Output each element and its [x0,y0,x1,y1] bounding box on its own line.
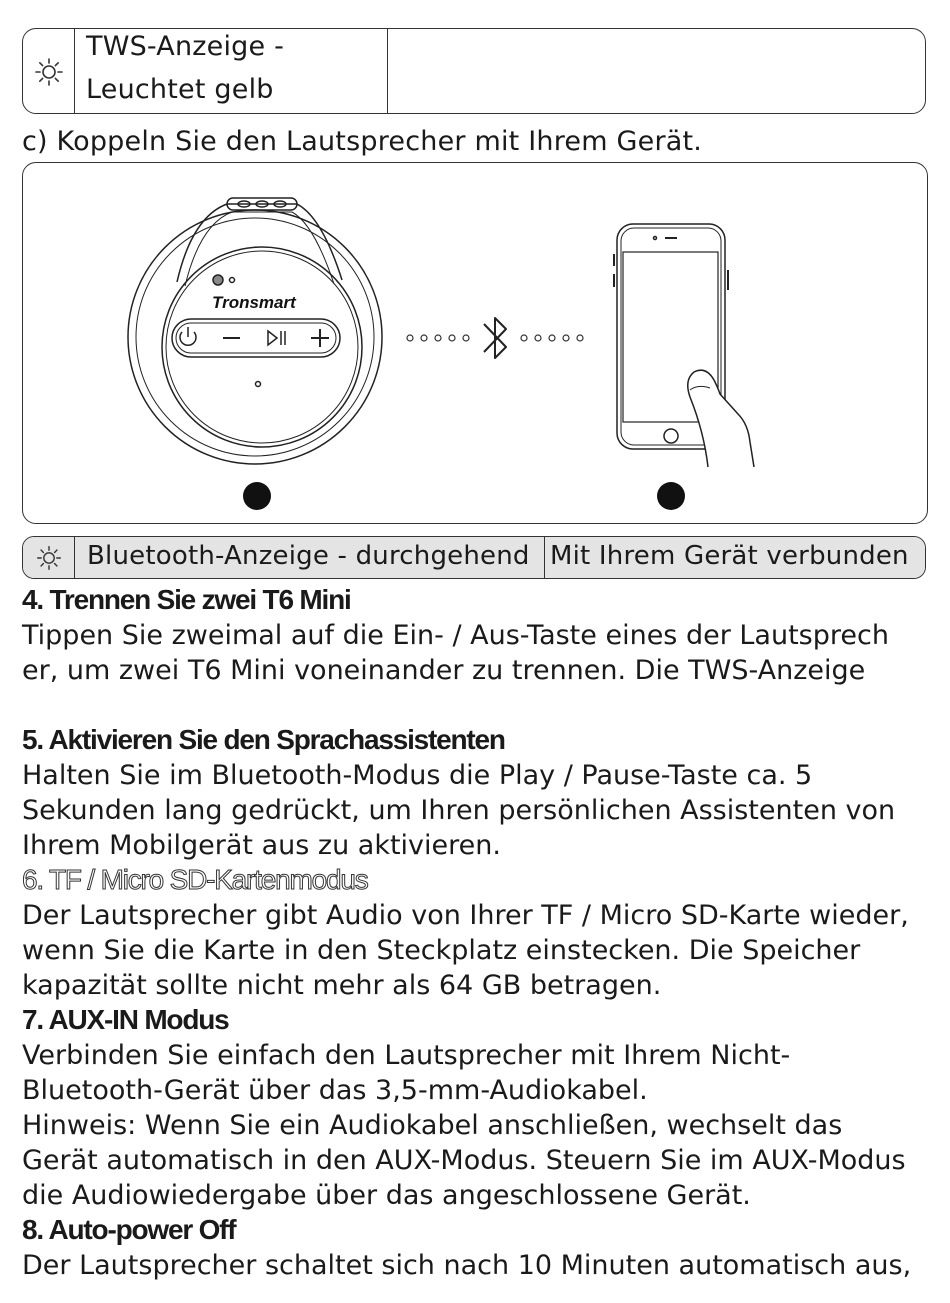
tws-label-line1: TWS-Anzeige - [86,31,285,62]
bt-icon-cell [23,537,75,578]
tws-label-line2: Leuchtet gelb [86,74,274,105]
light-icon [36,545,62,571]
section-6-line: wenn Sie die Karte in den Steckplatz einstecken. Die Speicher [22,935,861,966]
section-4-line: Tippen Sie zweimal auf die Ein- / Aus-Taste eines der Lautsprech [22,620,889,651]
section-5-line: Ihrem Mobilgerät aus zu aktivieren. [22,830,501,861]
bt-label-cell [75,537,545,578]
section-6-body [22,898,909,1003]
section-7-line: Bluetooth-Gerät über das 3,5-mm-Audiokabel. [22,1075,648,1106]
pairing-diagram [22,162,928,524]
bt-label: Bluetooth-Anzeige - durchgehend [87,541,530,571]
section-8-body [22,1248,911,1283]
section-7-line: Hinweis: Wenn Sie ein Audiokabel anschließen, wechselt das [22,1110,843,1141]
bluetooth-icon [484,318,506,358]
section-8-title: 8. Auto-power Off [22,1214,236,1245]
step-c-text: c) Koppeln Sie den Lautsprecher mit Ihrem Gerät. [22,126,703,157]
bt-indicator-row [22,536,926,579]
section-6-line: Der Lautsprecher gibt Audio von Ihrer TF / Micro SD-Karte wieder, [22,900,909,931]
tws-value-cell [388,29,925,113]
section-7-line: die Audiowiedergabe über das angeschlossene Gerät. [22,1180,751,1211]
section-4-body [22,618,889,688]
phone-dot [657,482,685,510]
section-4-title: 4. Trennen Sie zwei T6 Mini [22,584,351,615]
bt-value-cell [545,537,925,578]
phone-image [614,224,754,467]
section-6-title: 6. TF / Micro SD-Kartenmodus [22,864,368,895]
section-5-title: 5. Aktivieren Sie den Sprachassistenten [22,724,505,755]
brand-logo: Tronsmart [211,292,296,312]
bt-value: Mit Ihrem Gerät verbunden [550,541,909,571]
tws-indicator-row [22,28,926,114]
section-7-line: Gerät automatisch in den AUX-Modus. Steuern Sie im AUX-Modus [22,1145,906,1176]
section-7-title: 7. AUX-IN Modus [22,1004,229,1035]
section-5-line: Halten Sie im Bluetooth-Modus die Play / Pause-Taste ca. 5 [22,760,813,791]
speaker-image [128,198,382,464]
section-8-line: Der Lautsprecher schaltet sich nach 10 Minuten automatisch aus, [22,1250,912,1281]
section-4-line: er, um zwei T6 Mini voneinander zu trennen. Die TWS-Anzeige [22,655,866,686]
section-6-line: kapazität sollte nicht mehr als 64 GB betragen. [22,970,662,1001]
speaker-led-dot [243,482,271,510]
section-5-line: Sekunden lang gedrückt, um Ihren persönlichen Assistenten von [22,795,896,826]
section-5-body [22,758,895,863]
tws-icon-cell [23,29,75,113]
pairing-illustration [22,162,928,524]
tws-label-cell [75,29,388,113]
light-icon [34,57,64,87]
section-7-line: Verbinden Sie einfach den Lautsprecher mit Ihrem Nicht- [22,1040,791,1071]
section-7-body [22,1038,906,1213]
